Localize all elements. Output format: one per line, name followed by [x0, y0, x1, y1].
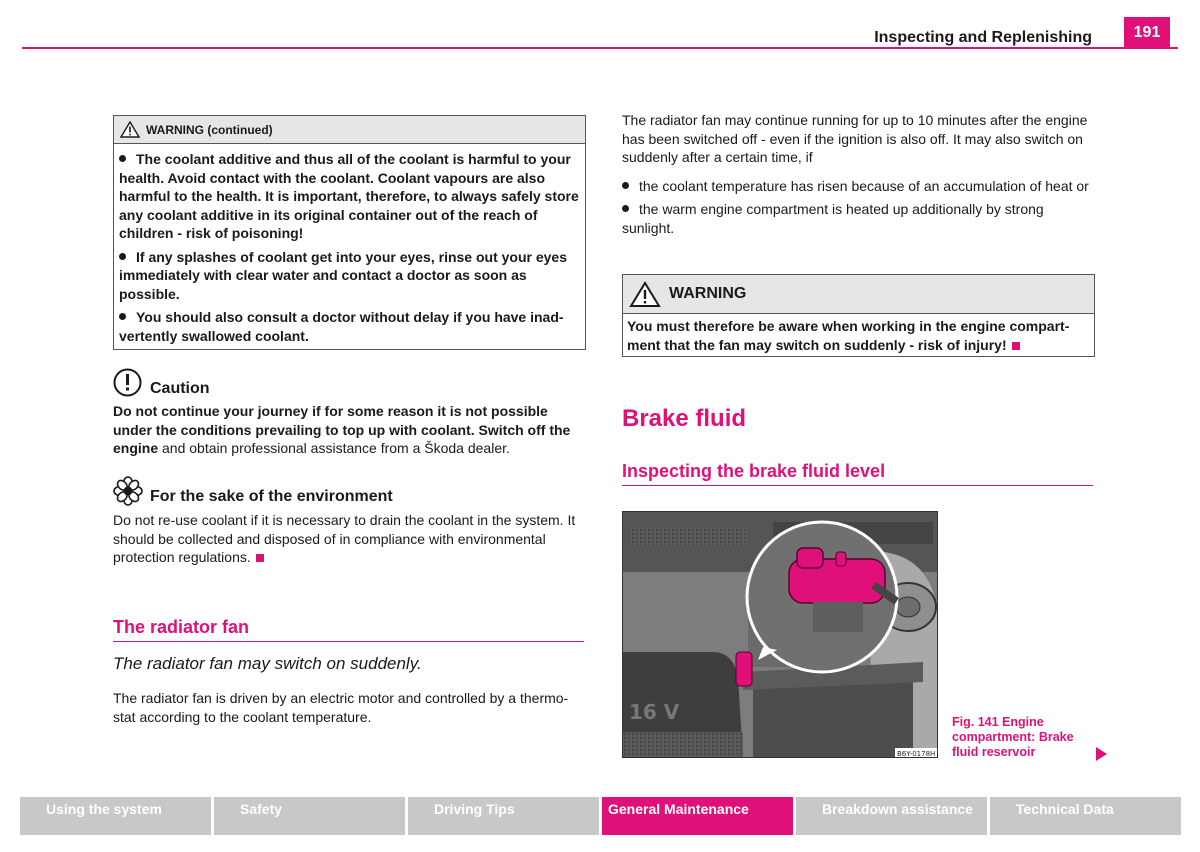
nav-tab-general-maintenance[interactable]: General Maintenance: [602, 797, 793, 835]
bullet-icon: [119, 313, 126, 320]
end-marker-icon: [1012, 342, 1020, 350]
caution-text: Do not continue your journey if for some reason it is not possible under the conditions prevailing to top up with coolant. Switch off the engine and obtain professional assistance from a Škoda dealer.: [113, 403, 571, 456]
warning-title: WARNING: [669, 285, 747, 302]
section-divider: [622, 485, 1093, 486]
flower-icon: [113, 476, 143, 506]
engine-illustration: [623, 512, 938, 758]
figure-caption: Fig. 141 Engine compartment: Brake fluid reservoir: [952, 715, 1074, 759]
radiator-fan-section: [113, 617, 584, 726]
brake-fluid-heading: Brake fluid: [622, 405, 747, 432]
nav-tab-using-the-system[interactable]: Using the system: [20, 797, 211, 835]
radiator-fan-heading: The radiator fan: [113, 617, 250, 637]
warning-triangle-icon: [120, 121, 140, 138]
warning-item: The coolant additive and thus all of the coolant is harmful to your health. Avoid contact with the coolant. Coolant vapours are also harmful to the health. It is important, therefore, to always safely store any coolant additive in its original container out of the reach of children - risk of poisoning!: [119, 151, 579, 241]
end-marker-icon: [256, 554, 264, 562]
nav-tab-technical-data[interactable]: Technical Data: [990, 797, 1181, 835]
fan-intro-text: The radiator fan may continue running for up to 10 minutes after the engine has been switched off - even if the ignition is also off. It may also switch on suddenly after a certain time, if: [622, 112, 1088, 165]
caution-section: [113, 368, 584, 458]
engine-compartment-figure: [622, 511, 938, 758]
brake-inspect-heading: Inspecting the brake fluid level: [622, 461, 886, 481]
warning-box: [622, 274, 1095, 357]
header-divider: [22, 47, 1178, 49]
warning-continued-title: WARNING (continued): [146, 122, 273, 137]
section-divider: [113, 641, 584, 642]
warning-continued-header: [114, 116, 585, 144]
warning-continued-box: [113, 115, 586, 350]
nav-tab-safety[interactable]: Safety: [214, 797, 405, 835]
chapter-nav: [20, 797, 1181, 835]
caution-exclamation-icon: [113, 368, 142, 397]
environment-title: For the sake of the environment: [150, 488, 393, 505]
figure-code: B6Y-0178H: [897, 750, 936, 758]
warning-header: [623, 275, 1094, 314]
bullet-icon: [119, 253, 126, 260]
radiator-fan-subheading: The radiator fan may switch on suddenly.: [113, 654, 422, 673]
bullet-icon: [119, 155, 126, 162]
nav-tab-driving-tips[interactable]: Driving Tips: [408, 797, 599, 835]
bullet-icon: [622, 182, 629, 189]
next-page-arrow-icon[interactable]: [1096, 747, 1107, 761]
warning-text: You must therefore be aware when working in the engine compart-ment that the fan may switch on suddenly - risk of injury!: [627, 318, 1070, 353]
nav-tab-breakdown-assistance[interactable]: Breakdown assistance: [796, 797, 987, 835]
environment-section: [113, 476, 584, 567]
warning-item: If any splashes of coolant get into your eyes, rinse out your eyes immediately with clear water and contact a doctor as soon as possible.: [119, 248, 568, 302]
radiator-fan-text: The radiator fan is driven by an electric motor and controlled by a thermo-stat according to the coolant temperature.: [113, 690, 569, 725]
engine-label: 16 V: [629, 700, 680, 724]
warning-item: You should also consult a doctor without delay if you have inad-vertently swallowed coolant.: [119, 309, 564, 344]
brake-inspect-section: [622, 461, 1093, 486]
fan-condition-item: the warm engine compartment is heated up additionally by strong sunlight.: [622, 201, 1044, 236]
caution-title: Caution: [150, 380, 210, 397]
warning-triangle-icon: [629, 281, 661, 308]
bullet-icon: [622, 205, 629, 212]
environment-text: Do not re-use coolant if it is necessary to drain the coolant in the system. It should be collected and disposed of in compliance with environmental protection regulations.: [113, 512, 576, 565]
page-number: 191: [1124, 17, 1170, 49]
radiator-fan-continued: [622, 111, 1093, 237]
page-header-title: Inspecting and Replenishing: [874, 29, 1092, 46]
fan-condition-item: the coolant temperature has risen because of an accumulation of heat or: [622, 177, 1093, 196]
